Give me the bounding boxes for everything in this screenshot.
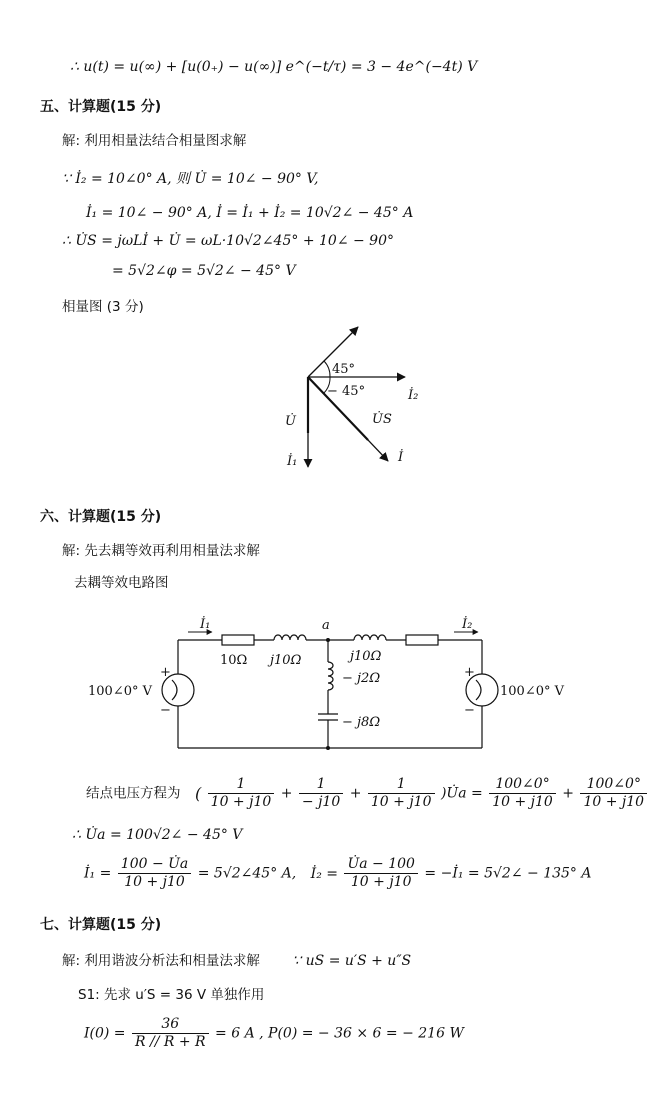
phasor-i-label: İ xyxy=(398,450,404,465)
i0-frac xyxy=(132,1016,209,1051)
section-7-title: 七、计算题(15 分) xyxy=(40,917,162,933)
node-eq-plus-2: + xyxy=(349,785,362,802)
source-right-minus: − xyxy=(464,703,475,718)
s5-equation-2: İ₁ = 10∠ − 90° A, İ = İ₁ + İ₂ = 10√2∠ − 45° A xyxy=(86,205,414,221)
inductor-right xyxy=(354,635,386,640)
angle-45-label: 45° xyxy=(332,362,356,377)
i2-frac-num: U̇a − 100 xyxy=(344,856,418,874)
source-left-label: 100∠0° V xyxy=(88,684,152,699)
i2-lhs: İ₂ = xyxy=(310,865,338,882)
ua-result: ∴ U̇a = 100√2∠ − 45° V xyxy=(72,827,243,843)
node-eq-mid: )U̇a = xyxy=(440,785,483,802)
phasor-diagram xyxy=(270,315,440,480)
resistor-left-label: 10Ω xyxy=(220,653,248,668)
frac-5-den: 10 + j10 xyxy=(583,794,645,810)
node-voltage-equation xyxy=(86,776,649,816)
s5-equation-1: ∵ İ₂ = 10∠0° A, 则 U̇ = 10∠ − 90° V, xyxy=(62,171,319,187)
i1-rhs: = 5√2∠45° A, xyxy=(197,865,297,882)
i2-frac xyxy=(344,856,418,891)
section-6-solution-intro: 解: 先去耦等效再利用相量法求解 xyxy=(62,543,260,559)
source-right-label: 100∠0° V xyxy=(500,684,564,699)
inductor-middle-label: − j2Ω xyxy=(342,671,381,686)
decoupled-circuit-diagram xyxy=(82,610,582,760)
current-equations xyxy=(84,856,591,896)
node-bottom-dot xyxy=(326,746,330,750)
frac-3-num: 1 xyxy=(368,776,435,794)
frac-5-num: 100∠0° xyxy=(580,776,647,794)
i2-rhs: = −İ₁ = 5√2∠ − 135° A xyxy=(424,865,592,882)
i1-lhs: İ₁ = xyxy=(84,865,112,882)
inductor-left-label: j10Ω xyxy=(270,653,302,668)
section-5-solution-intro: 解: 利用相量法结合相量图求解 xyxy=(62,133,247,149)
inductor-left xyxy=(274,635,306,640)
section-5-title: 五、计算题(15 分) xyxy=(40,99,162,115)
phasor-i1-label: İ₁ xyxy=(287,454,298,469)
angle-minus-45-label: − 45° xyxy=(327,384,366,399)
frac-2-num: 1 xyxy=(299,776,343,794)
i2-frac-den: 10 + j10 xyxy=(350,874,412,890)
frac-1-den: 10 + j10 xyxy=(210,794,272,810)
phasor-u-label: U̇ xyxy=(285,414,296,429)
current-i1-label: İ₁ xyxy=(200,617,211,632)
s5-equation-3: ∴ U̇S = jωLİ + U̇ = ωL·10√2∠45° + 10∠ − 90° xyxy=(62,233,394,249)
frac-1-num: 1 xyxy=(208,776,275,794)
capacitor-label: − j8Ω xyxy=(342,715,381,730)
phasor-diagram-title: 相量图 (3 分) xyxy=(62,299,144,315)
i0-lhs: I(0) = xyxy=(84,1025,126,1042)
current-i2-label: İ₂ xyxy=(462,617,473,632)
inductor-middle xyxy=(328,662,333,690)
inductor-right-label: j10Ω xyxy=(350,649,382,664)
node-eq-frac-1 xyxy=(208,776,275,811)
node-eq-plus-1: + xyxy=(280,785,293,802)
i0-frac-num: 36 xyxy=(132,1016,209,1034)
s7-step-s1: S1: 先求 u′S = 36 V 单独作用 xyxy=(78,987,265,1003)
s7-i0-equation xyxy=(84,1016,464,1056)
frac-3-den: 10 + j10 xyxy=(370,794,432,810)
circuit-title: 去耦等效电路图 xyxy=(74,575,169,591)
section-7-solution-intro xyxy=(62,952,411,970)
node-eq-frac-2 xyxy=(299,776,343,811)
section-6-title: 六、计算题(15 分) xyxy=(40,509,162,525)
resistor-left xyxy=(222,635,254,645)
i1-frac xyxy=(118,856,192,891)
node-eq-frac-5 xyxy=(580,776,647,811)
frac-4-num: 100∠0° xyxy=(489,776,556,794)
i1-frac-den: 10 + j10 xyxy=(124,874,185,890)
s5-equation-4: = 5√2∠φ = 5√2∠ − 45° V xyxy=(112,263,296,279)
node-eq-open: ( xyxy=(194,783,202,803)
phasor-us-label: U̇S xyxy=(372,412,392,427)
source-left-plus: + xyxy=(160,665,171,680)
i0-rhs: = 6 A , P(0) = − 36 × 6 = − 216 W xyxy=(215,1025,464,1042)
node-a-dot xyxy=(326,638,330,642)
equation-u-t: ∴ u(t) = u(∞) + [u(0₊) − u(∞)] e^(−t/τ) = 3 − 4e^(−4t) V xyxy=(70,59,478,75)
node-eq-label: 结点电压方程为 xyxy=(86,785,181,802)
frac-4-den: 10 + j10 xyxy=(492,794,553,810)
s7-sol-text: 解: 利用谐波分析法和相量法求解 xyxy=(62,953,260,969)
i1-frac-num: 100 − U̇a xyxy=(118,856,192,874)
node-eq-frac-4 xyxy=(489,776,556,811)
phasor-i2-label: İ₂ xyxy=(408,388,419,403)
frac-2-den: − j10 xyxy=(301,794,341,810)
source-left-minus: − xyxy=(160,703,171,718)
i0-frac-den: R // R + R xyxy=(135,1034,206,1050)
node-eq-plus-3: + xyxy=(562,785,574,802)
s7-sol-equation: ∵ uS = u′S + u″S xyxy=(292,953,412,969)
angle-arc-45 xyxy=(324,361,330,377)
node-eq-frac-3 xyxy=(368,776,435,811)
source-right-plus: + xyxy=(464,665,475,680)
node-a-label: a xyxy=(322,618,330,633)
resistor-right xyxy=(406,635,438,645)
